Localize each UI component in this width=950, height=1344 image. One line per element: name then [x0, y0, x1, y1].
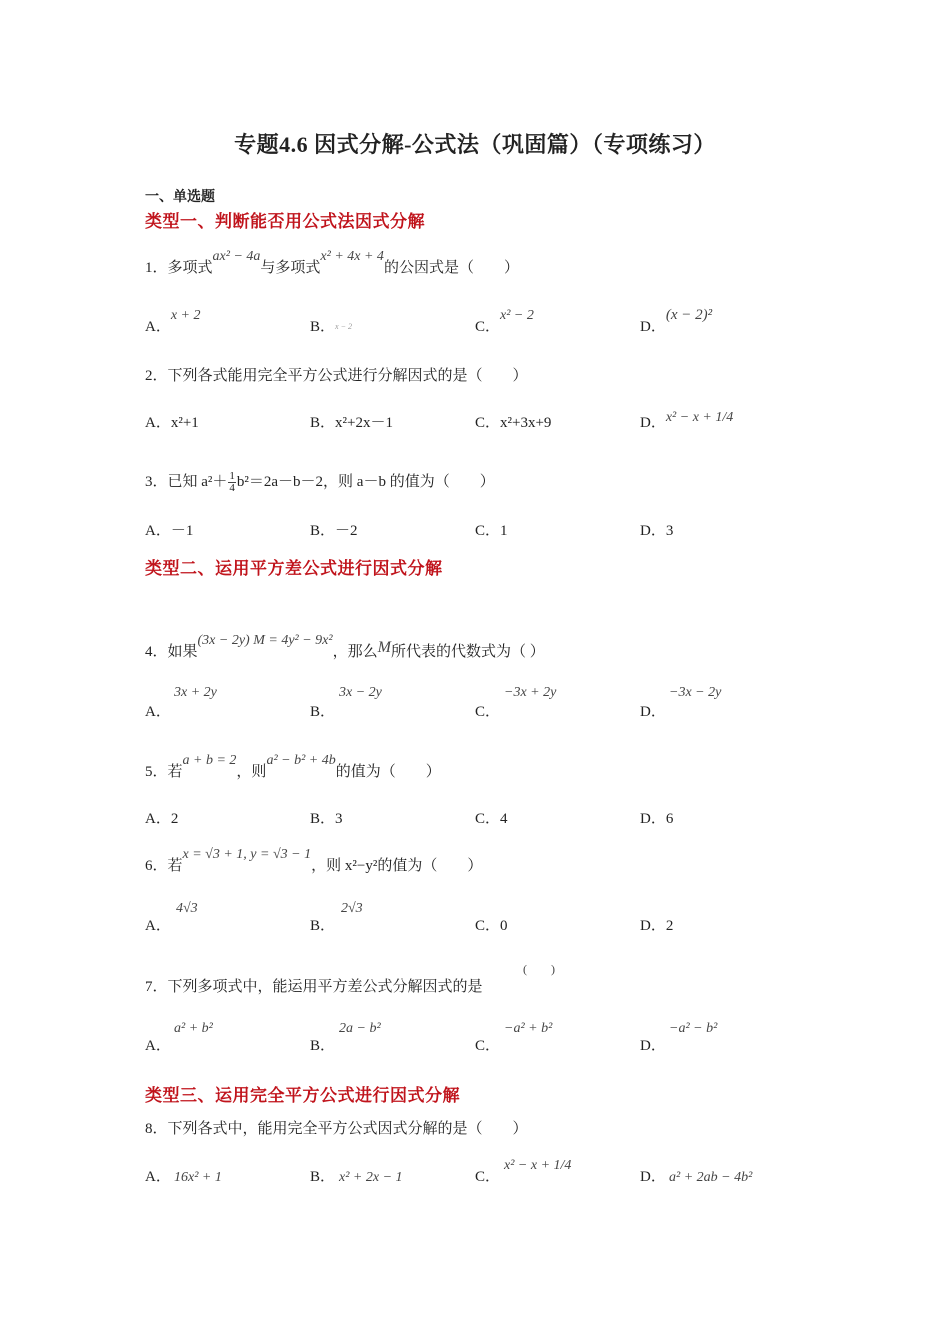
option-b: B．: [310, 1038, 336, 1054]
option-d-expr: −a² − b²: [669, 1021, 718, 1036]
option-c: C．0: [475, 918, 508, 934]
option-c: C．x² − 2: [475, 308, 534, 335]
option-c-expr: −a² + b²: [504, 1021, 553, 1036]
option-a: A．: [145, 704, 171, 720]
option-d: D．: [640, 1038, 666, 1054]
option-b: B．: [310, 1169, 336, 1185]
question-7: 7．下列多项式中，能运用平方差公式分解因式的是: [145, 979, 483, 995]
option-d-expr: −3x − 2y: [669, 685, 722, 700]
option-b: B．－2: [310, 523, 358, 539]
option-a: A．: [145, 1038, 171, 1054]
option-c-expr: −3x + 2y: [504, 685, 557, 700]
option-a: A．－1: [145, 523, 194, 539]
option-a: A．x²+1: [145, 415, 199, 431]
page-title: 专题4.6 因式分解-公式法（巩固篇）（专项练习）: [234, 132, 716, 157]
option-a: A．: [145, 1169, 171, 1185]
option-c: C．: [475, 1169, 501, 1185]
option-a: A．2: [145, 811, 179, 827]
option-d: D．6: [640, 811, 674, 827]
option-a-expr: 4√3: [176, 901, 198, 916]
option-c: C．: [475, 1038, 501, 1054]
question-2: 2．下列各式能用完全平方公式进行分解因式的是（ ）: [145, 368, 528, 384]
math-expr: a² − b² + 4b: [266, 753, 336, 768]
option-b: B．3: [310, 811, 343, 827]
option-c: C．1: [475, 523, 508, 539]
math-expr: (3x − 2y) M = 4y² − 9x²: [197, 633, 333, 648]
option-d: D．(x − 2)²: [640, 307, 713, 335]
type-heading-3: 类型三、运用完全平方公式进行因式分解: [145, 1086, 460, 1105]
option-b: B．: [310, 918, 336, 934]
fraction: $\frac{1}{4}$: [229, 470, 235, 495]
option-b-expr: 2a − b²: [339, 1021, 381, 1036]
math-expr: a + b = 2: [182, 753, 237, 768]
option-a: A．x + 2: [145, 308, 201, 335]
option-b: B．x − 2: [310, 319, 352, 335]
question-5: 5．若a + b = 2，则a² − b² + 4b的值为（ ）: [145, 753, 441, 780]
option-d: D．x² − x + 1/4: [640, 410, 734, 431]
option-a-expr: a² + b²: [174, 1021, 213, 1036]
option-d-expr: a² + 2ab − 4b²: [669, 1170, 753, 1185]
option-c: C．: [475, 704, 501, 720]
math-expr: ax² − 4a: [212, 249, 261, 264]
math-expr: x² + 4x + 4: [320, 249, 384, 264]
question-3: 3．已知 a²＋ $\frac{1}{4}$ b²＝2a－b－2，则 a－b 的值为（ ）: [145, 470, 495, 495]
option-c-expr: x² − x + 1/4: [504, 1158, 572, 1173]
section-heading: 一、单选题: [145, 190, 215, 205]
option-c: C．x²+3x+9: [475, 415, 552, 431]
math-expr: M: [377, 639, 391, 656]
option-a: A．: [145, 918, 171, 934]
type-heading-2: 类型二、运用平方差公式进行因式分解: [145, 559, 443, 578]
option-b-expr: x² + 2x − 1: [339, 1170, 403, 1185]
option-b: B．: [310, 704, 336, 720]
question-8: 8．下列各式中，能用完全平方公式因式分解的是（ ）: [145, 1121, 528, 1137]
question-4: 4．如果(3x − 2y) M = 4y² − 9x²，那么M所代表的代数式为（ ）: [145, 633, 545, 660]
question-6: 6．若x = √3 + 1, y = √3 − 1，则 x²−y²的值为（ ）: [145, 847, 483, 874]
answer-paren: ( ): [523, 962, 555, 976]
option-c: C．4: [475, 811, 508, 827]
option-d: D．2: [640, 918, 674, 934]
option-d: D．3: [640, 523, 674, 539]
math-expr: x = √3 + 1, y = √3 − 1: [182, 847, 312, 862]
option-a-expr: 16x² + 1: [174, 1170, 222, 1185]
option-a-expr: 3x + 2y: [174, 685, 217, 700]
type-heading-1: 类型一、判断能否用公式法因式分解: [145, 212, 425, 231]
option-d: D．: [640, 704, 666, 720]
option-b: B．x²+2x－1: [310, 415, 393, 431]
option-d: D．: [640, 1169, 666, 1185]
option-b-expr: 3x − 2y: [339, 685, 382, 700]
question-1: 1．多项式ax² − 4a与多项式x² + 4x + 4的公因式是（ ）: [145, 249, 519, 276]
option-b-expr: 2√3: [341, 901, 363, 916]
